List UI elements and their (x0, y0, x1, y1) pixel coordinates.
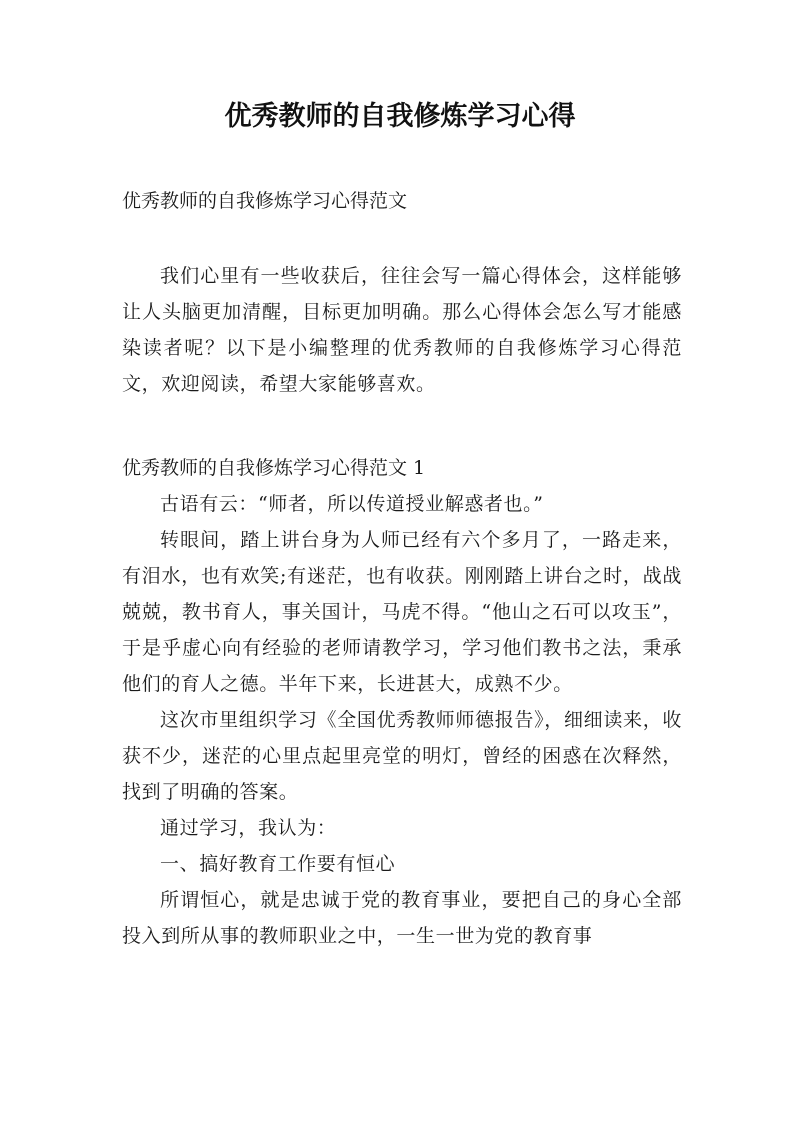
body-paragraph: 转眼间，踏上讲台身为人师已经有六个多月了，一路走来，有泪水，也有欢笑;有迷茫，也有收获。刚刚踏上讲台之时，战战兢兢，教书育人，事关国计，马虎不得。“他山之石可以攻玉”，于是乎虚心向有经验的老师请教学习，学习他们教书之法，秉承他们的育人之德。半年下来，长进甚大，成熟不少。 (122, 529, 682, 695)
body-paragraph: 一、搞好教育工作要有恒心 (160, 853, 396, 875)
section-title: 优秀教师的自我修炼学习心得范文 1 (122, 457, 426, 479)
body-paragraph: 所谓恒心，就是忠诚于党的教育事业，要把自己的身心全部投入到所从事的教师职业之中，一生一世为党的教育事 (122, 889, 682, 947)
document-subtitle: 优秀教师的自我修炼学习心得范文 (122, 190, 408, 212)
body-text (122, 486, 682, 954)
body-paragraph: 古语有云：“师者，所以传道授业解惑者也。” (160, 493, 544, 515)
body-paragraph: 通过学习，我认为： (160, 817, 337, 839)
body-paragraph: 这次市里组织学习《全国优秀教师师德报告》，细细读来，收获不少，迷茫的心里点起里亮堂的明灯，曾经的困惑在次释然，找到了明确的答案。 (122, 709, 682, 803)
intro-paragraph: 我们心里有一些收获后，往往会写一篇心得体会，这样能够让人头脑更加清醒，目标更加明确。那么心得体会怎么写才能感染读者呢？以下是小编整理的优秀教师的自我修炼学习心得范文，欢迎阅读，希望大家能够喜欢。 (122, 265, 682, 395)
document-title: 优秀教师的自我修炼学习心得 (224, 101, 576, 132)
